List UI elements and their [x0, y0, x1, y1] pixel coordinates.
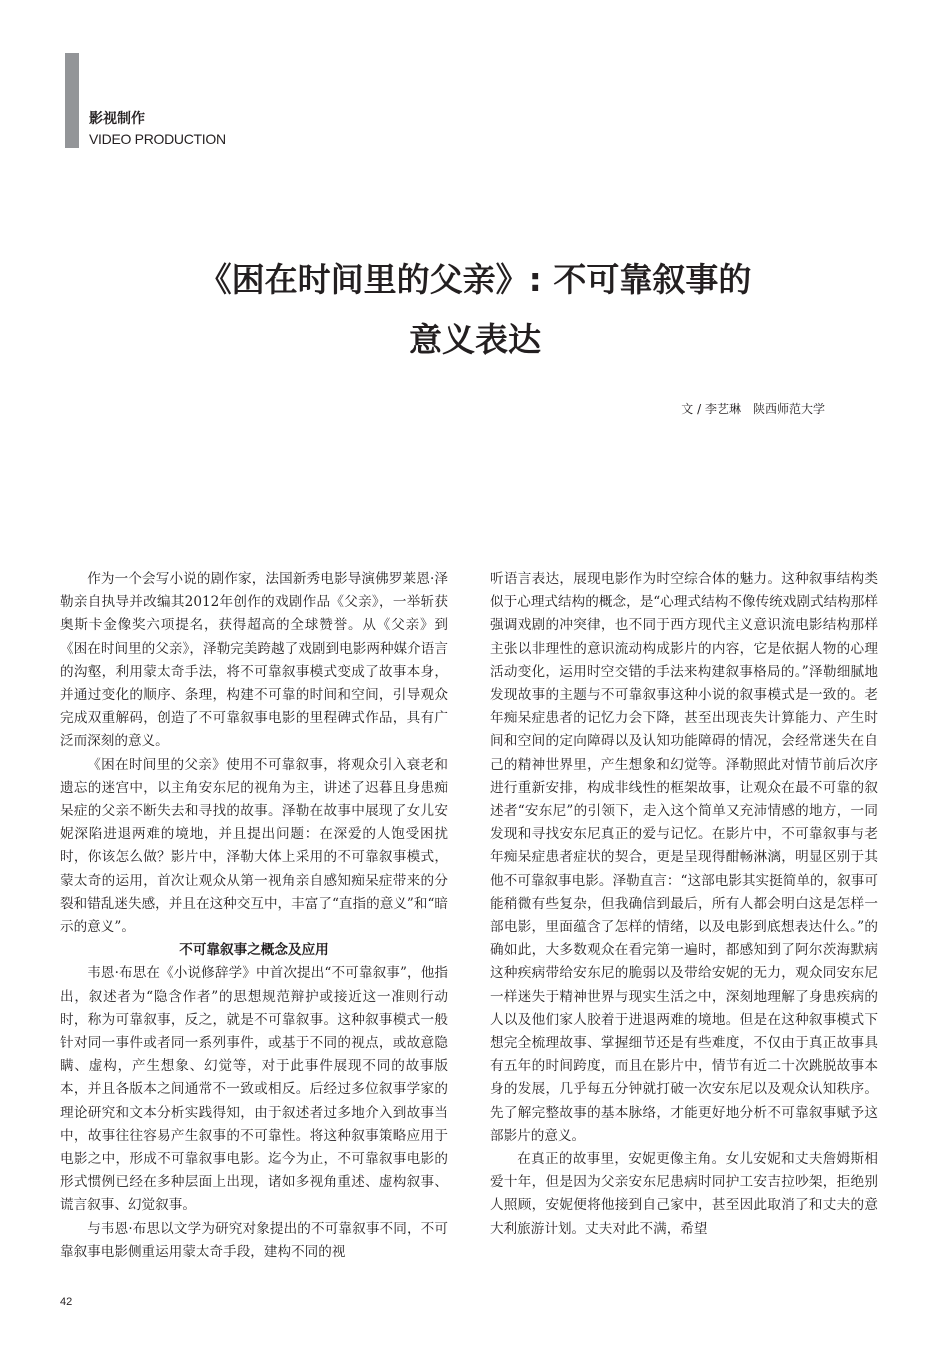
- author: 文 / 李艺琳: [681, 402, 741, 416]
- paragraph: 韦恩·布思在《小说修辞学》中首次提出“不可靠叙事”，他指出，叙述者为“隐含作者”的思想规范辩护或接近这一准则行动时，称为可靠叙事，反之，就是不可靠叙事。这种叙事模式一般针对同一事件或者同一系列事件，或基于不同的视点，或故意隐瞒、虚构，产生想象、幻觉等，对于此事件展现不同的故事版本，并且各版本之间通常不一致或相反。后经过多位叙事学家的理论研究和文本分析实践得知，由于叙述者过多地介入到故事当中，故事往往容易产生叙事的不可靠性。将这种叙事策略应用于电影之中，形成不可靠叙事电影。迄今为止，不可靠叙事电影的形式惯例已经在多种层面上出现，诸如多视角重述、虚构叙事、谎言叙事、幻觉叙事。: [60, 965, 448, 1214]
- article-title-line1: 《困在时间里的父亲》: 不可靠叙事的: [198, 260, 752, 299]
- left-column: [60, 568, 448, 1264]
- paragraph: 作为一个会写小说的剧作家，法国新秀电影导演佛罗莱恩·泽勒亲自执导并改编其2012年创作的戏剧作品《父亲》，一举斩获奥斯卡金像奖六项提名，获得超高的全球赞誉。从《父亲》到《困在时间里的父亲》，泽勒完美跨越了戏剧到电影两种媒介语言的沟壑，利用蒙太奇手法，将不可靠叙事模式变成了故事本身，并通过变化的顺序、条理，构建不可靠的时间和空间，引导观众完成双重解码，创造了不可靠叙事电影的里程碑式作品，具有广泛而深刻的意义。: [60, 571, 448, 750]
- section-heading: 不可靠叙事之概念及应用: [179, 942, 329, 959]
- article-title-line2: 意义表达: [409, 320, 541, 359]
- section-label-en: VIDEO PRODUCTION: [89, 131, 226, 147]
- article-title: [0, 250, 950, 370]
- section-marker-bar: [65, 53, 79, 148]
- paragraph: 听语言表达，展现电影作为时空综合体的魅力。这种叙事结构类似于心理式结构的概念，是“心理式结构不像传统戏剧式结构那样强调戏剧的冲突律，也不同于西方现代主义意识流电影结构那样主张以非理性的意识流动构成影片的内容，它是依据人物的心理活动变化，运用时空交错的手法来构建叙事格局的。”泽勒细腻地发现故事的主题与不可靠叙事这种小说的叙事模式是一致的。老年痴呆症患者的记忆力会下降，甚至出现丧失计算能力、产生时间和空间的定向障碍以及认知功能障碍的情况，会经常迷失在自己的精神世界里，产生想象和幻觉等。泽勒照此对情节前后次序进行重新安排，构成非线性的框架故事，让观众在最不可靠的叙述者“安东尼”的引领下，走入这个简单又充沛情感的地方，一同发现和寻找安东尼真正的爱与记忆。在影片中，不可靠叙事与老年痴呆症患者症状的契合，更是呈现得酣畅淋漓，明显区别于其他不可靠叙事电影。泽勒直言：“这部电影其实挺简单的，叙事可能稍微有些复杂，但我确信到最后，所有人都会明白这是怎样一部电影，里面蕴含了怎样的情绪，以及电影到底想表达什么。”的确如此，大多数观众在看完第一遍时，都感知到了阿尔茨海默病这种疾病带给安东尼的脆弱以及带给安妮的无力，观众同安东尼一样迷失于精神世界与现实生活之中，深刻地理解了身患疾病的人以及他们家人胶着于进退两难的境地。但是在这种叙事模式下想完全梳理故事、掌握细节还是有些难度，不仅由于真正故事具有五年的时间跨度，而且在影片中，情节有近二十次跳脱故事本身的发展，几乎每五分钟就打破一次安东尼以及观众认知秩序。先了解完整故事的基本脉络，才能更好地分析不可靠叙事赋予这部影片的意义。: [490, 571, 878, 1144]
- byline: [681, 400, 825, 417]
- affiliation: 陕西师范大学: [752, 402, 825, 416]
- section-label-cn: 影视制作: [89, 111, 145, 127]
- page-number: 42: [60, 1296, 73, 1308]
- paragraph: 与韦恩·布思以文学为研究对象提出的不可靠叙事不同，不可靠叙事电影侧重运用蒙太奇手段，建构不同的视: [60, 1220, 448, 1260]
- paragraph: 在真正的故事里，安妮更像主角。女儿安妮和丈夫詹姆斯相爱十年，但是因为父亲安东尼患病时同护工安吉拉吵架，拒绝别人照顾，安妮便将他接到自己家中，甚至因此取消了和丈夫的意大利旅游计划。丈夫对此不满，希望: [490, 1151, 878, 1237]
- right-column: [490, 568, 878, 1241]
- paragraph: 《困在时间里的父亲》使用不可靠叙事，将观众引入衰老和遗忘的迷宫中，以主角安东尼的视角为主，讲述了迟暮且身患痴呆症的父亲不断失去和寻找的故事。泽勒在故事中展现了女儿安妮深陷进退两难的境地，并且提出问题：在深爱的人饱受困扰时，你该怎么做？影片中，泽勒大体上采用的不可靠叙事模式，蒙太奇的运用，首次让观众从第一视角亲自感知痴呆症带来的分裂和错乱迷失感，并且在这种交互中，丰富了“直指的意义”和“暗示的意义”。: [60, 756, 448, 936]
